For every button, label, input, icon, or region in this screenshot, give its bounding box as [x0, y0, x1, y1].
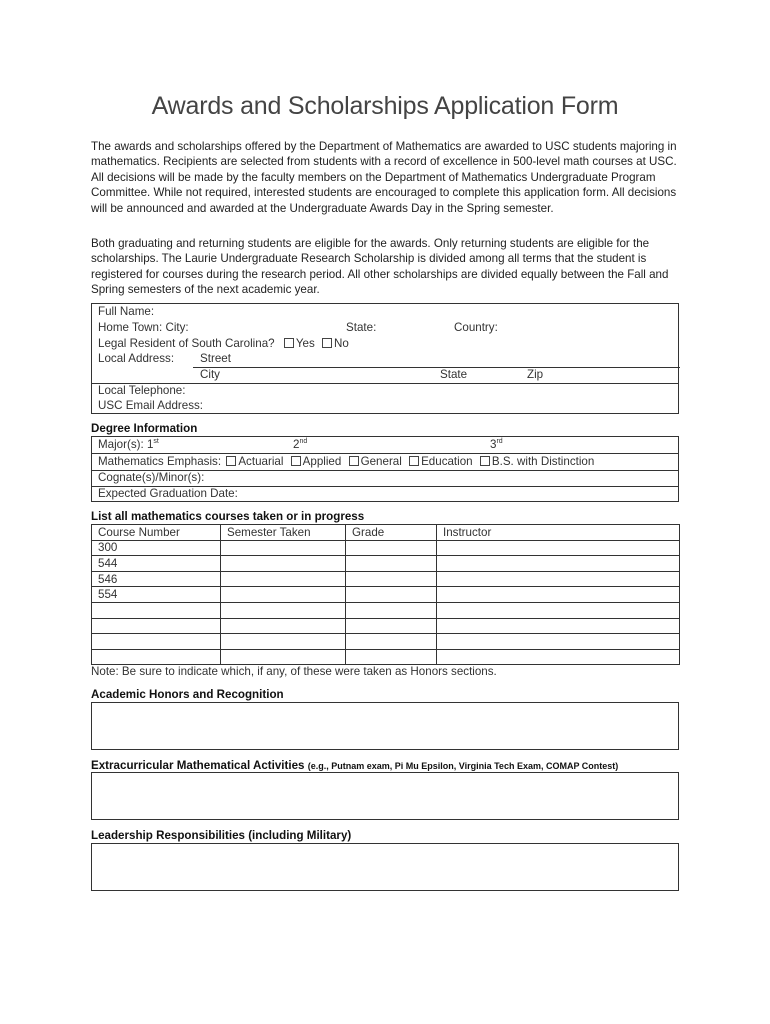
leadership-heading: Leadership Responsibilities (including Military) — [91, 829, 352, 842]
general-label: General — [360, 455, 402, 468]
table-cell[interactable] — [221, 587, 346, 603]
honors-heading: Academic Honors and Recognition — [91, 688, 284, 701]
majors-row — [98, 438, 159, 451]
table-cell[interactable] — [437, 618, 680, 634]
table-cell[interactable] — [346, 602, 437, 618]
extracurricular-examples: (e.g., Putnam exam, Pi Mu Epsilon, Virginia Tech Exam, COMAP Contest) — [307, 761, 619, 771]
personal-info-box — [91, 303, 679, 414]
no-checkbox[interactable] — [322, 338, 332, 348]
leadership-textbox[interactable] — [91, 843, 679, 891]
table-cell[interactable] — [346, 634, 437, 650]
courses-heading: List all mathematics courses taken or in progress — [91, 510, 365, 523]
cognates-label: Cognate(s)/Minor(s): — [98, 471, 205, 484]
graduation-label: Expected Graduation Date: — [98, 487, 238, 500]
table-row — [92, 571, 680, 587]
applied-label: Applied — [302, 455, 342, 468]
third-major — [490, 438, 503, 451]
table-cell[interactable] — [221, 556, 346, 572]
table-cell[interactable] — [437, 634, 680, 650]
table-cell[interactable]: 300 — [92, 540, 221, 556]
table-cell[interactable] — [346, 618, 437, 634]
state-label: State: — [346, 321, 377, 334]
extracurricular-label: Extracurricular Mathematical Activities — [91, 759, 305, 772]
table-cell[interactable] — [221, 618, 346, 634]
intro-paragraph-1: The awards and scholarships offered by the Department of Mathematics are awarded to USC students majoring in mathematics. Recipients are selected from students with a record of excellence in 500-level math courses at USC. All decisions will be made by the faculty members on the Department of Mathematics Undergraduate Program Committee. While not required, interested students are encouraged to complete this application form. All decisions will be announced and awarded at the Undergraduate Awards Day in the Spring semester. — [91, 140, 677, 215]
table-cell[interactable] — [221, 649, 346, 665]
street-label: Street — [200, 352, 231, 365]
table-cell[interactable] — [92, 618, 221, 634]
column-header: Semester Taken — [221, 525, 346, 541]
table-cell[interactable] — [437, 556, 680, 572]
column-header: Instructor — [437, 525, 680, 541]
table-row — [92, 634, 680, 650]
degree-heading: Degree Information — [91, 422, 198, 435]
table-cell[interactable] — [437, 571, 680, 587]
third-label: 3 — [490, 438, 497, 451]
table-row — [92, 540, 680, 556]
education-checkbox[interactable] — [409, 456, 419, 466]
intro-paragraph-2: Both graduating and returning students are eligible for the awards. Only returning students are eligible for the scholarships. The Laurie Undergraduate Research Scholarship is divided among all terms that the student is registered for courses during the research period. All other scholarships are divided equally between the Fall and Spring semesters of the next academic year. — [91, 237, 669, 297]
table-cell[interactable] — [346, 571, 437, 587]
general-checkbox[interactable] — [349, 456, 359, 466]
table-cell[interactable] — [346, 540, 437, 556]
actuarial-label: Actuarial — [238, 455, 284, 468]
table-cell[interactable] — [346, 649, 437, 665]
table-cell[interactable] — [92, 634, 221, 650]
home-town-label: Home Town: City: — [98, 321, 189, 334]
city-label: City — [200, 368, 220, 381]
table-cell[interactable] — [221, 571, 346, 587]
state2-label: State — [440, 368, 468, 381]
table-row — [92, 556, 680, 572]
table-cell[interactable] — [437, 540, 680, 556]
second-label: 2 — [293, 438, 300, 451]
nd-sup: nd — [299, 438, 308, 446]
degree-info-box — [91, 436, 679, 502]
actuarial-checkbox[interactable] — [226, 456, 236, 466]
page-title: Awards and Scholarships Application Form — [151, 92, 619, 120]
table-row — [92, 649, 680, 665]
table-cell[interactable] — [437, 602, 680, 618]
distinction-label: B.S. with Distinction — [491, 455, 595, 468]
degree-divider-1 — [92, 453, 678, 454]
country-label: Country: — [454, 321, 498, 334]
address-divider — [193, 367, 680, 368]
column-header: Course Number — [92, 525, 221, 541]
usc-email-label: USC Email Address: — [98, 399, 204, 412]
full-name-label: Full Name: — [98, 305, 155, 318]
table-row — [92, 587, 680, 603]
table-row — [92, 618, 680, 634]
table-cell[interactable] — [221, 540, 346, 556]
column-header: Grade — [346, 525, 437, 541]
table-cell[interactable] — [221, 634, 346, 650]
rd-sup: rd — [496, 438, 503, 446]
legal-resident-label: Legal Resident of South Carolina? — [98, 337, 275, 350]
table-cell[interactable]: 546 — [92, 571, 221, 587]
applied-checkbox[interactable] — [291, 456, 301, 466]
table-cell[interactable] — [221, 602, 346, 618]
honors-textbox[interactable] — [91, 702, 679, 750]
yes-label: Yes — [295, 337, 315, 350]
honors-note: Note: Be sure to indicate which, if any, of these were taken as Honors sections. — [91, 665, 497, 678]
zip-label: Zip — [527, 368, 544, 381]
table-header-row — [92, 525, 680, 541]
table-row — [92, 602, 680, 618]
table-cell[interactable] — [437, 587, 680, 603]
table-cell[interactable]: 554 — [92, 587, 221, 603]
table-cell[interactable]: 544 — [92, 556, 221, 572]
extracurricular-heading — [91, 759, 618, 772]
table-cell[interactable] — [92, 649, 221, 665]
distinction-checkbox[interactable] — [480, 456, 490, 466]
table-cell[interactable] — [92, 602, 221, 618]
st-sup: st — [153, 438, 159, 446]
second-major — [293, 438, 307, 451]
table-cell[interactable] — [346, 587, 437, 603]
local-telephone-label: Local Telephone: — [98, 384, 186, 397]
table-cell[interactable] — [346, 556, 437, 572]
extracurricular-textbox[interactable] — [91, 772, 679, 820]
emphasis-label: Mathematics Emphasis: — [98, 455, 222, 468]
no-label: No — [334, 337, 349, 350]
courses-table — [91, 524, 680, 665]
table-cell[interactable] — [437, 649, 680, 665]
local-address-label: Local Address: — [98, 352, 175, 365]
majors-label: Major(s): 1 — [98, 438, 154, 451]
education-label: Education — [421, 455, 473, 468]
emphasis-row — [98, 455, 594, 468]
legal-resident-row — [98, 337, 349, 350]
yes-checkbox[interactable] — [284, 338, 294, 348]
